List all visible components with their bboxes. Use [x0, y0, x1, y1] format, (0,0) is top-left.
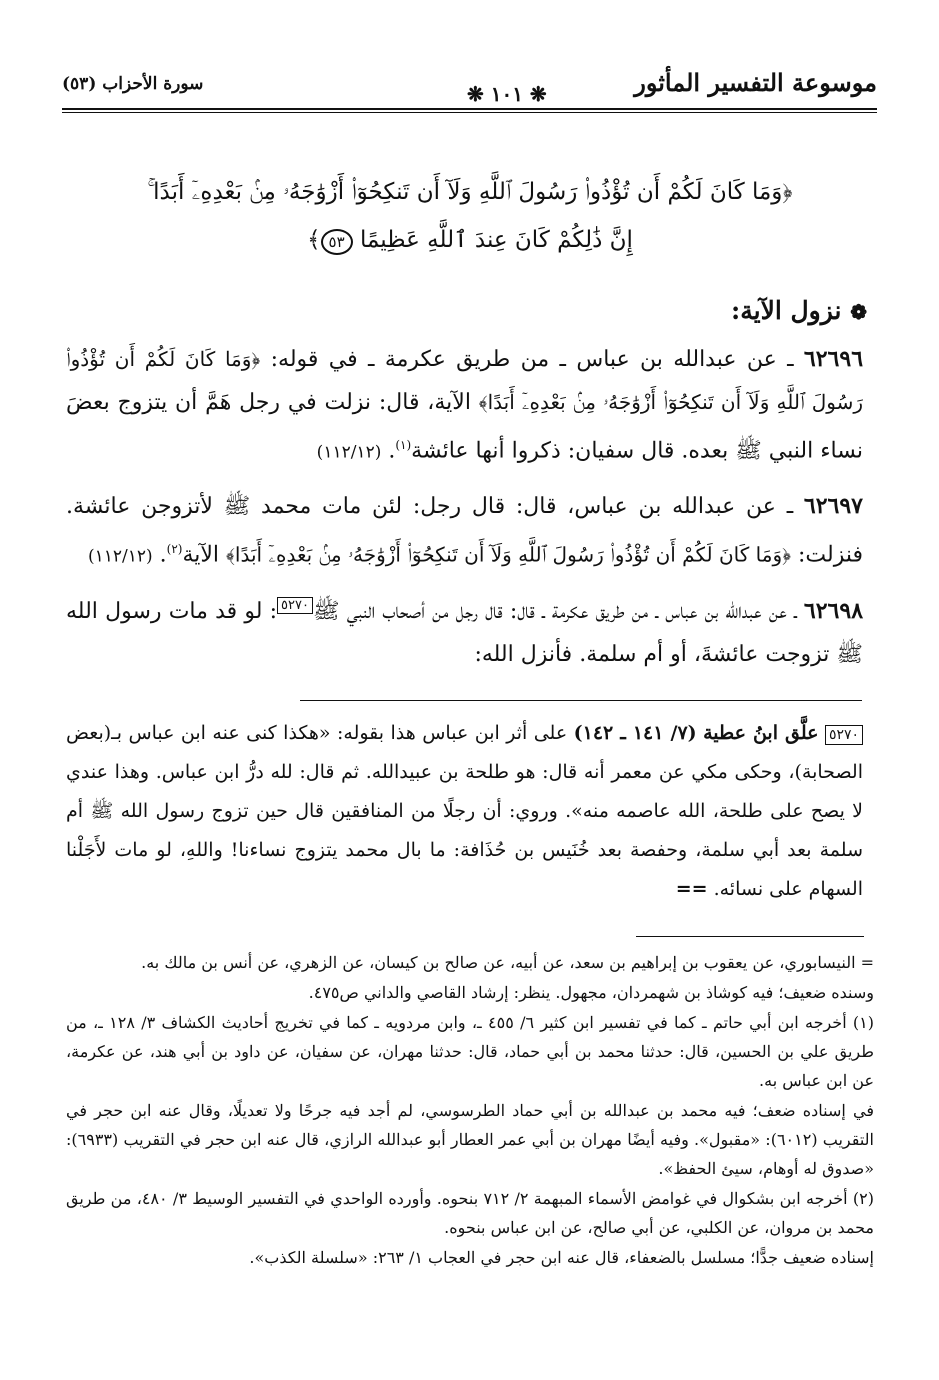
footnote-marker: (١) — [395, 438, 412, 452]
commentary-lead-ref: (٧/ ١٤١ ـ ١٤٢) — [573, 722, 697, 744]
footnotes — [66, 948, 874, 1273]
ayah-number-badge: ٥٣ — [321, 229, 353, 255]
reports-body — [66, 338, 863, 687]
section-heading — [731, 296, 867, 325]
cross-reference: (١١٢/١٢) — [87, 546, 153, 567]
report-paragraph: ٦٢٦٩٧ ـ عن عبدالله بن عباس، قال: قال رجل: لئن مات محمد ﷺ لأتزوجن عائشة. فنزلت: ﴿وَمَا كَانَ لَكُمْ أَن تُؤْذُوا۟ رَسُولَ ٱللَّهِ وَلَآ أَن تَنكِحُوٓا۟ أَزْوَٰجَهُۥ مِنۢ بَعْدِهِۦٓ أَبَدًا﴾ الآية$^{(٢)}$. (١١٢/١٢) — [66, 493, 863, 568]
report-paragraph: ٦٢٦٩٦ ـ عن عبدالله بن عباس ـ من طريق عكرمة ـ في قوله: ﴿وَمَا كَانَ لَكُمْ أَن تُؤْذُوا۟ رَسُولَ ٱللَّهِ وَلَآ أَن تَنكِحُوٓا۟ أَزْوَٰجَهُۥ مِنۢ بَعْدِهِۦٓ أَبَدًا﴾ الآية، قال: نزلت في رجل هَمَّ أن يتزوج بعضَ نساء النبي ﷺ بعده. قال سفيان: ذكروا أنها عائشة$^{(١)}$. (١١٢/١٢) — [66, 346, 864, 464]
report-number: ٦٢٦٩٨ — [803, 597, 864, 624]
ornament-icon: ❋ — [522, 82, 547, 106]
footnote-paragraph: في إسناده ضعف؛ فيه محمد بن عبدالله بن أبي حماد الطرسوسي، لم أجد فيه جرحًا ولا تعديلًا، وقال عنه ابن حجر في التقريب (٦٠١٢): «مقبول». وفيه أيضًا مهران بن أبي عمر العطار أبو عبدالله الرازي، قال عنه ابن حجر في التقريب (٦٩٣٣): «صدوق له أوهام، سيئ الحفظ». — [66, 1101, 874, 1178]
commentary-number-box: ٥٢٧٠ — [825, 725, 863, 745]
verse-line: ﴿وَمَا كَانَ لَكُمْ أَن تُؤْذُوا۟ رَسُولَ ٱللَّهِ وَلَآ أَن تَنكِحُوٓا۟ أَزْوَٰجَهُۥ مِنۢ بَعْدِهِۦٓ أَبَدًا ۚ — [147, 179, 793, 205]
continuation-mark: == — [675, 878, 708, 900]
quran-quote: ﴿وَمَا كَانَ لَكُمْ أَن تُؤْذُوا۟ رَسُولَ ٱللَّهِ وَلَآ أَن تَنكِحُوٓا۟ أَزْوَٰجَهُۥ مِنۢ بَعْدِهِۦٓ أَبَدًا﴾ — [226, 542, 791, 567]
header-divider — [62, 108, 877, 110]
footnote-marker: (٢) — [166, 542, 183, 557]
quran-quote: ﴿وَمَا كَانَ لَكُمْ أَن تُؤْذُوا۟ رَسُولَ ٱللَّهِ وَلَآ أَن تَنكِحُوٓا۟ أَزْوَٰجَهُۥ مِنۢ بَعْدِهِۦٓ أَبَدًا﴾ — [66, 347, 863, 414]
quran-verse — [100, 168, 840, 264]
ornament-icon: ❋ — [467, 82, 491, 106]
cross-reference: (١١٢/١٢) — [316, 442, 382, 463]
commentary-text: على أثر ابن عباس هذا بقوله: «هكذا كنى عنه ابن عباس بـ(بعض الصحابة)، وحكى مكي عن معمر أنه قال: هو طلحة بن عبيدالله. ثم قال: لله درُّ ابن عباس. وهذا عندي لا يصح على طلحة، الله عاصمه منه». وروي: أن رجلًا من المنافقين قال حين تزوج رسول الله ﷺ أم سلمة بعد أبي سلمة، وحفصة بعد خُنَيس بن حُذَافة: ما بال محمد يتزوج نساءنا! واللهِ، لو مات لأَجَلْنا السهام على نسائه. — [66, 722, 864, 900]
footnote-paragraph: إسناده ضعيف جدًّا؛ مسلسل بالضعفاء، قال عنه ابن حجر في العجاب ١/ ٢٦٣: «سلسلة الكذب». — [249, 1248, 874, 1267]
book-title: موسوعة التفسير المأثور — [634, 68, 877, 97]
verse-line: إِنَّ ذَٰلِكُمْ كَانَ عِندَ ٱللَّهِ عَظِيمًا ٥٣﴾ — [307, 227, 633, 253]
page-header — [62, 66, 877, 106]
footnote-divider — [636, 936, 864, 937]
page-number: ❋ ١٠١ ❋ — [467, 82, 547, 106]
report-paragraph: ٦٢٦٩٨ ـ عن عبدالله بن عباس ـ من طريق عكرمة ـ قال: قال رجل من أصحاب النبي ﷺ٥٢٧٠: لو قد مات رسول الله ﷺ تزوجت عائشةَ، أو أم سلمة. فأنزل الله: — [66, 597, 864, 667]
flower-ornament-icon: ❁ — [850, 300, 867, 324]
commentary-lead: علَّق ابنُ عطية — [703, 722, 819, 744]
report-number: ٦٢٦٩٧ — [803, 493, 863, 520]
commentary-ref-box: ٥٢٧٠ — [277, 597, 313, 614]
commentary-block — [66, 714, 863, 909]
surah-label: سورة الأحزاب (٥٣) — [62, 74, 204, 94]
footnote-paragraph: (١) أخرجه ابن أبي حاتم ـ كما في تفسير ابن كثير ٦/ ٤٥٥ ـ، وابن مردويه ـ كما في تخريج أحاديث الكشاف ٣/ ١٢٨ ـ، من طريق علي بن الحسين، قال: حدثنا محمد بن أبي حماد، قال: حدثنا مهران، عن سفيان، عن داود بن أبي هند، عن عكرمة، عن ابن عباس به. — [66, 1013, 874, 1090]
footnote-paragraph: وسنده ضعيف؛ فيه كوشاذ بن شهمردان، مجهول. ينظر: إرشاد القاصي والداني ص٤٧٥. — [308, 983, 874, 1002]
section-title: نزول الآية: — [731, 296, 842, 325]
header-divider — [62, 112, 877, 113]
report-number: ٦٢٦٩٦ — [803, 346, 864, 372]
footnote-paragraph: (٢) أخرجه ابن بشكوال في غوامض الأسماء المبهمة ٢/ ٧١٢ بنحوه. وأورده الواحدي في التفسير الوسيط ٣/ ٤٨٠، من طريق محمد بن مروان، عن الكلبي، عن أبي صالح، عن ابن عباس بنحوه. — [66, 1189, 874, 1237]
commentary-divider — [300, 700, 862, 701]
footnote-paragraph: = النيسابوري، عن يعقوب بن إبراهيم بن سعد، عن أبيه، عن صالح بن كيسان، عن الزهري، عن أنس بن مالك به. — [141, 953, 874, 972]
